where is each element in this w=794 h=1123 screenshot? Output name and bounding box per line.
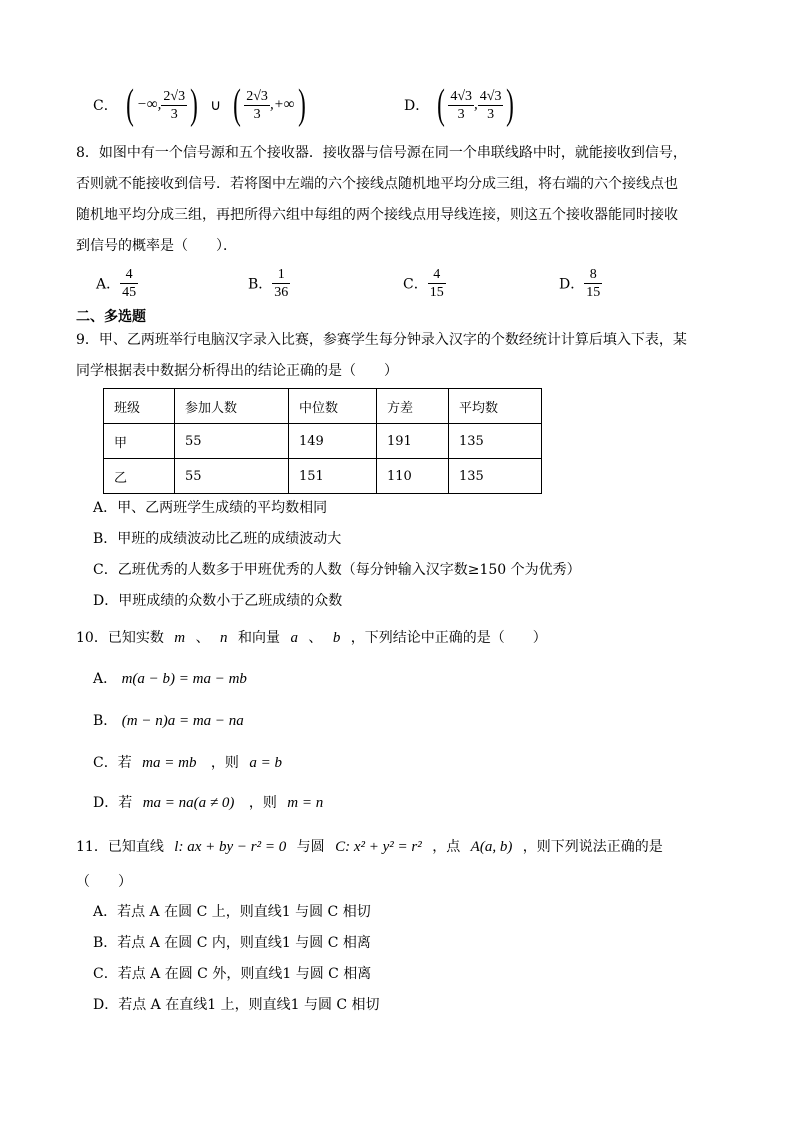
table-cell: 甲 [104, 424, 175, 459]
table-header-cell: 平均数 [449, 389, 542, 424]
q10-stem [76, 628, 547, 648]
right-paren: ) [506, 82, 515, 128]
comma: , [474, 96, 478, 113]
table-row [104, 459, 542, 494]
table-row [104, 424, 542, 459]
table-cell: 135 [449, 424, 542, 459]
fraction: $\frac{1}{36}$ [274, 267, 289, 300]
table-cell: 55 [175, 459, 289, 494]
table-cell: 乙 [104, 459, 175, 494]
union-symbol: ∪ [210, 97, 222, 114]
q7-option-c [93, 84, 309, 126]
math-expression: ma = mb [142, 755, 197, 771]
left-paren: ( [125, 82, 134, 128]
q11-options [93, 897, 735, 1021]
table-header-cell: 方差 [377, 389, 449, 424]
math-var: n [220, 630, 228, 646]
table-cell: 135 [449, 459, 542, 494]
stem-text: ，点 [432, 839, 461, 855]
option-label: B． [248, 276, 273, 293]
q11-option-a: A．若点 A 在圆 C 上，则直线1 与圆 C 相切 [93, 904, 371, 920]
option-label: C． [93, 98, 118, 114]
option-label: A． [96, 276, 121, 293]
math-expression: C: x² + y² = r² [335, 839, 422, 855]
math-term: ,+∞ [269, 96, 295, 113]
stem-text: ，则下列说法正确的是 [522, 839, 663, 855]
separator: 、 [195, 630, 210, 646]
table-header-cell: 中位数 [289, 389, 377, 424]
table-cell: 55 [175, 424, 289, 459]
q9-option-d: D．甲班成绩的众数小于乙班成绩的众数 [93, 593, 343, 609]
q8-line-3: 随机地平均分成三组，再把所得六组中每组的两个接线点用导线连接，则这五个接收器能同时接收 [76, 207, 678, 223]
math-expression: A(a, b) [470, 839, 513, 855]
left-paren: ( [437, 82, 446, 128]
q8-option-c [403, 266, 446, 301]
table-cell: 151 [289, 459, 377, 494]
option-label: D．若 [93, 795, 133, 811]
q8-stem [76, 138, 718, 262]
q10-option-a [93, 669, 247, 689]
table-cell: 191 [377, 424, 449, 459]
table-cell: 149 [289, 424, 377, 459]
stem-text: 10．已知实数 [76, 630, 164, 646]
fraction: $\frac{8}{15}$ [586, 267, 601, 300]
q11-option-c: C．若点 A 在圆 C 外，则直线1 与圆 C 相离 [93, 966, 372, 982]
q11-answer-paren: （ ） [76, 874, 132, 890]
q11-option-b: B．若点 A 在圆 C 内，则直线1 与圆 C 相离 [93, 935, 371, 951]
q9-line-2: 同学根据表中数据分析得出的结论正确的是（ ） [76, 363, 398, 379]
q11-option-d: D．若点 A 在直线1 上，则直线1 与圆 C 相切 [93, 997, 380, 1013]
table-cell: 110 [377, 459, 449, 494]
fraction: $\frac{2√3}{3}$ [163, 88, 186, 122]
score-table [103, 388, 542, 494]
q7-option-d [404, 84, 517, 126]
table-header-cell: 参加人数 [175, 389, 289, 424]
stem-text: 11．已知直线 [76, 839, 164, 855]
fraction: $\frac{4}{15}$ [429, 267, 444, 300]
q9-stem [76, 325, 718, 387]
option-label: C．若 [93, 755, 132, 771]
q10-option-b [93, 711, 244, 731]
math-expression: m = n [287, 795, 324, 811]
q8-line-4: 到信号的概率是（ ）． [76, 238, 237, 254]
section-heading: 二、多选题 [76, 309, 146, 325]
option-label: A． [93, 671, 118, 687]
stem-text: 与圆 [296, 839, 325, 855]
table-header-cell: 班级 [104, 389, 175, 424]
vector-var: b [332, 630, 341, 646]
q9-option-b: B．甲班的成绩波动比乙班的成绩波动大 [93, 531, 342, 547]
q10-option-c [93, 753, 282, 773]
math-expression: l: ax + by − r² = 0 [174, 839, 287, 855]
math-expression: ma = na(a ≠ 0) [142, 795, 235, 811]
table-header-row [104, 389, 542, 424]
stem-text: ，则 [248, 795, 277, 811]
separator: 、 [308, 630, 323, 646]
option-label: B． [93, 713, 118, 729]
stem-text: ，下列结论中正确的是（ ） [350, 630, 547, 646]
q8-line-2: 否则就不能接收到信号．若将图中左端的六个接线点随机地平均分成三组，将右端的六个接线点也 [76, 176, 678, 192]
option-label: D． [404, 98, 430, 114]
math-expression: (m − n)a = ma − na [121, 713, 244, 729]
fraction: $\frac{4√3}{3}$ [450, 88, 473, 122]
math-expression: m(a − b) = ma − mb [121, 671, 247, 687]
q9-line-1: 9．甲、乙两班举行电脑汉字录入比赛，参赛学生每分钟录入汉字的个数经统计计算后填入下表，某 [76, 332, 687, 348]
math-term: −∞, [136, 96, 162, 113]
stem-text: ，则 [210, 755, 239, 771]
q9-option-a: A．甲、乙两班学生成绩的平均数相同 [93, 500, 328, 516]
q8-option-d [559, 266, 602, 301]
q8-option-a [96, 266, 138, 301]
left-paren: ( [233, 82, 242, 128]
fraction: $\frac{4√3}{3}$ [479, 88, 502, 122]
fraction: $\frac{2√3}{3}$ [246, 88, 268, 122]
right-paren: ) [297, 82, 306, 128]
stem-text: 和向量 [237, 630, 280, 646]
q10-option-d [93, 793, 323, 813]
q9-options [93, 493, 735, 617]
math-var: m [174, 630, 186, 646]
right-paren: ) [190, 82, 198, 128]
q9-option-c: C．乙班优秀的人数多于甲班优秀的人数（每分钟输入汉字数≥150 个为优秀） [93, 562, 581, 578]
vector-var: a [290, 630, 298, 646]
math-expression: a = b [249, 755, 282, 771]
option-label: D． [559, 276, 585, 293]
q8-line-1: 8．如图中有一个信号源和五个接收器．接收器与信号源在同一个串联线路中时，就能接收到信号， [76, 145, 687, 161]
q8-option-b [248, 266, 290, 301]
option-label: C． [403, 276, 428, 293]
q11-stem [76, 837, 663, 857]
fraction: $\frac{4}{45}$ [122, 267, 137, 300]
